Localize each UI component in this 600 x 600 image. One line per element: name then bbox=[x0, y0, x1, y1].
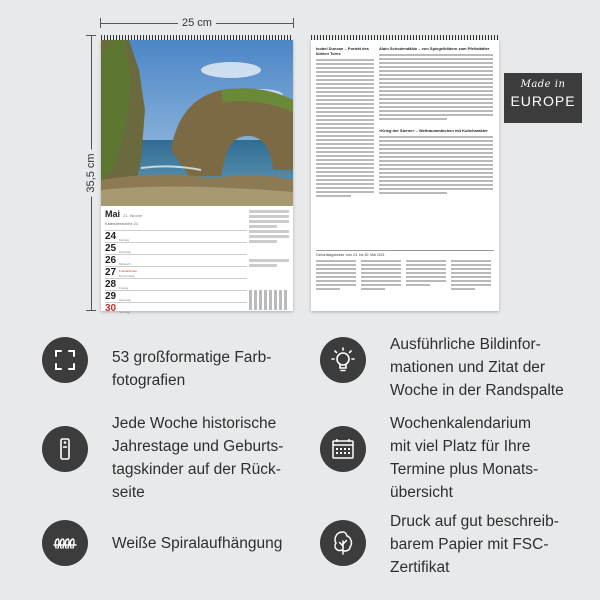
day-number: 29 bbox=[105, 291, 117, 302]
weekday-label: Mittwoch bbox=[119, 262, 131, 266]
birthdays-col-3 bbox=[406, 260, 446, 288]
day-number: 26 bbox=[105, 255, 117, 266]
back-heading-1: Isobel Duncan – Porträt des kühlen Tores bbox=[316, 46, 369, 56]
day-number: 25 bbox=[105, 243, 117, 254]
calendar-front-page bbox=[101, 40, 293, 314]
back-column-left bbox=[316, 46, 374, 199]
birthdays-label: Geburtstagskinder vom 24. bis 30. Mai 2021 bbox=[316, 253, 385, 257]
feature-paper-text: Druck auf gut beschreib- barem Papier mit FSC- Zertifikat bbox=[390, 513, 559, 576]
day-row[interactable] bbox=[105, 290, 247, 302]
back-heading-3: «Krieg der Sterne» – Weltraummärchen mit Kultcharakter bbox=[379, 128, 488, 133]
height-label: 35,5 cm bbox=[84, 149, 98, 196]
mini-month-overview bbox=[249, 290, 289, 310]
tree-icon bbox=[320, 520, 366, 566]
weekday-label: Samstag bbox=[119, 298, 131, 302]
day-row[interactable] bbox=[105, 302, 247, 314]
birthdays-col-1 bbox=[316, 260, 356, 292]
badge-europe: EUROPE bbox=[510, 93, 576, 109]
day-row[interactable] bbox=[105, 242, 247, 254]
calendar-back-page bbox=[311, 40, 499, 311]
month-title: Mai 21. Woche bbox=[105, 209, 143, 219]
day-number: 27 bbox=[105, 267, 117, 278]
back-column-right bbox=[379, 46, 493, 196]
spiral-binding-icon bbox=[42, 520, 88, 566]
day-number: 28 bbox=[105, 279, 117, 290]
crop-frame-icon bbox=[42, 337, 88, 383]
weekday-label: Sonntag bbox=[119, 310, 131, 314]
feature-spiral-text: Weiße Spiralaufhängung bbox=[112, 535, 283, 552]
weekday-label: Freitag bbox=[119, 286, 129, 290]
feature-info-text: Ausführliche Bildinfor- mationen und Zitat der Woche in der Randspalte bbox=[390, 336, 564, 399]
day-row[interactable] bbox=[105, 254, 247, 266]
badge-made-in: Made in bbox=[520, 79, 566, 90]
holiday-label: Fronleichnam bbox=[119, 269, 138, 273]
calendar-photo bbox=[101, 40, 293, 206]
weekday-label: Dienstag bbox=[119, 250, 131, 254]
coastal-arch-photo bbox=[101, 40, 293, 206]
calendar-icon bbox=[320, 426, 366, 472]
info-icon bbox=[42, 426, 88, 472]
width-dimension bbox=[100, 16, 294, 30]
day-number: 30 bbox=[105, 303, 117, 314]
day-row[interactable] bbox=[105, 230, 247, 242]
made-in-europe-badge bbox=[504, 73, 582, 123]
back-heading-2: Alain Schodendähle – von Spiegelbildern zum Pfeilstädter bbox=[379, 46, 490, 51]
height-dimension bbox=[84, 35, 98, 311]
width-label: 25 cm bbox=[178, 16, 216, 30]
feature-photos-text: 53 großformatige Farb- fotografien bbox=[112, 349, 272, 389]
back-divider bbox=[316, 250, 494, 251]
week-number: Kalenderwoche 21 bbox=[105, 221, 139, 226]
lightbulb-icon bbox=[320, 337, 366, 383]
day-row[interactable] bbox=[105, 266, 247, 278]
feature-history-text: Jede Woche historische Jahrestage und Geburts- tagskinder auf der Rück- seite bbox=[112, 415, 284, 501]
feature-calendar-text: Wochenkalendarium mit viel Platz für Ihre Termine plus Monats- übersicht bbox=[390, 415, 539, 501]
birthdays-col-2 bbox=[361, 260, 401, 292]
day-row[interactable] bbox=[105, 278, 247, 290]
day-number: 24 bbox=[105, 231, 117, 242]
birthdays-col-4 bbox=[451, 260, 491, 292]
weekday-label: Montag bbox=[119, 238, 130, 242]
weekday-label: Donnerstag bbox=[119, 274, 135, 278]
week-days-list bbox=[105, 230, 247, 314]
